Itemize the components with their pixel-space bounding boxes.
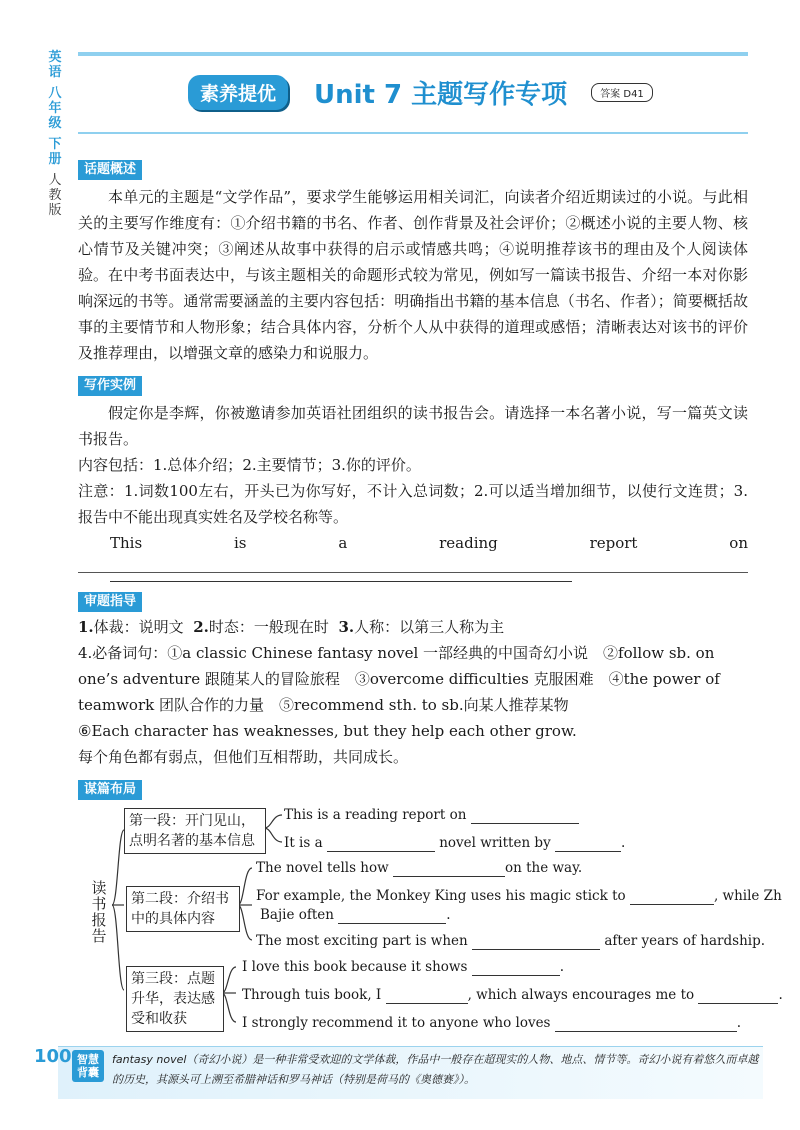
branch-3c: [222, 993, 236, 1022]
footer-note: fantasy novel（奇幻小说）是一种非常受欢迎的文学体裁，作品中一般存在超现实的人物、地点、情节等。奇幻小说有着悠久而卓越的历史，其源头可上溯至希腊神话和罗马神话（特别是荷马的《奥德赛》）。: [112, 1053, 759, 1086]
para1-line-1-text: This is a reading report on: [284, 807, 467, 823]
blank-plot[interactable]: [393, 862, 505, 877]
branch-1a: [264, 815, 282, 828]
para2-line-2: [256, 887, 782, 905]
guide-tense: 时态：一般现在时: [208, 618, 329, 636]
guide-line-2: 4.必备词句：①a classic Chinese fantasy novel 一部经典的中国奇幻小说 ②follow sb. on one’s adventure 跟随某人的冒险旅程 ③overcome difficulties 克服困难 ④the power of teamwork 团队合作的力量 ⑤recommend sth. to sb.向某人推荐某物: [78, 644, 720, 714]
example-content: 内容包括：1.总体介绍；2.主要情节；3.你的评价。: [78, 456, 421, 474]
side-grade: 八年级: [48, 86, 62, 131]
mindmap-root: 读书报告: [91, 879, 107, 945]
branch-3a: [222, 967, 236, 993]
para2-line-1b: on the way.: [504, 860, 583, 876]
para1-line-1: [284, 806, 579, 824]
para3-line-1: I love this book because it shows .: [242, 959, 565, 975]
connector-3: [112, 905, 124, 990]
section-badge: 素养提优: [188, 75, 288, 110]
side-edition: 人教版: [48, 173, 62, 218]
guide-num-1: 1.: [78, 618, 94, 636]
connector-1: [112, 830, 124, 905]
blank-author[interactable]: [555, 837, 621, 852]
overview-label: 话题概述: [78, 160, 142, 180]
para2-line-3: [256, 932, 765, 950]
layout-label: 谋篇布局: [78, 780, 142, 800]
para2-line-3b: after years of hardship.: [604, 933, 766, 949]
guide-num-2: 2.: [193, 618, 209, 636]
guide-genre: 体裁：说明文: [93, 618, 184, 636]
side-subject: 英语: [48, 50, 62, 80]
para1-line-2: It is a novel written by .: [284, 835, 626, 851]
para2-line-1a: The novel tells how: [256, 860, 389, 876]
guide-person: 人称：以第三人称为主: [354, 618, 505, 636]
overview-paragraph-2: 在中考书面表达中，与该主题相关的命题形式较为常见，例如写一篇读书报告、介绍一本对你影响深远的书等。通常需要涵盖的主要内容包括：明确指出书籍的基本信息（书名、作者）；简要概括故事的主要情节和人物形象；结合具体内容，分析个人从中获得的道理或感悟；清晰表达对该书的评价及推荐理由，以增强文章的感染力和说服力。: [78, 266, 748, 362]
branch-2a: [238, 868, 252, 905]
example-start-text: This is a reading report on: [110, 534, 748, 552]
para3-line-2b: , which always encourages me to: [467, 987, 695, 1003]
para3-line-3-text: I strongly recommend it to anyone who loves: [242, 1015, 551, 1031]
para1-line-2a: It is a: [284, 835, 323, 851]
blank-encourages[interactable]: [698, 989, 778, 1004]
blank-magic-stick[interactable]: [630, 890, 714, 905]
blank-loves[interactable]: [555, 1017, 737, 1032]
example-label: 写作实例: [78, 376, 142, 396]
smart-bag-tag: 智慧背囊: [72, 1050, 104, 1082]
branch-1b: [264, 828, 282, 842]
example-notes: 注意：1.词数100左右，开头已为你写好，不计入总词数；2.可以适当增加细节，以使行文连贯；3.报告中不能出现真实姓名及学校名称等。: [78, 482, 748, 526]
para2-line-1: [256, 859, 582, 877]
para3-line-2a: Through tuis book, I: [242, 987, 382, 1003]
para2-line-2-cont: Bajie often .: [260, 907, 451, 923]
guide-num-3: 3.: [338, 618, 355, 636]
paragraph-1-box: 第一段：开门见山，点明名著的基本信息: [124, 808, 266, 854]
side-volume: 下册: [48, 137, 62, 167]
para2-line-2b: , while Zh: [713, 888, 782, 904]
paragraph-3-box: 第三段：点题升华，表达感受和收获: [126, 966, 224, 1032]
para3-line-1-text: I love this book because it shows: [242, 959, 468, 975]
para3-line-2: Through tuis book, I , which always encourages me to .: [242, 987, 783, 1003]
blank-learned[interactable]: [386, 989, 468, 1004]
page-number: 100: [34, 1046, 72, 1067]
para2-line-2a: For example, the Monkey King uses his magic stick to: [256, 888, 626, 904]
para1-line-2b: novel written by: [439, 835, 551, 851]
blank-book-title[interactable]: [471, 809, 579, 824]
guide-line-3: ⑥Each character has weaknesses, but they help each other grow.: [78, 722, 577, 740]
blank-exciting-part[interactable]: [472, 935, 600, 950]
branch-2c: [238, 905, 252, 940]
page-title: Unit 7 主题写作专项: [314, 79, 568, 110]
example-prompt: 假定你是李辉，你被邀请参加英语社团组织的读书报告会。请选择一本名著小说，写一篇英文读书报告。: [78, 404, 748, 448]
guide-label: 审题指导: [78, 592, 142, 612]
overview-paragraph-1: 本单元的主题是“文学作品”，要求学生能够运用相关词汇，向读者介绍近期读过的小说。与此相关的主要写作维度有：①介绍书籍的书名、作者、创作背景及社会评价；②概述小说的主要人物、核心情节及关键冲突；③阐述从故事中获得的启示或情感共鸣；④说明推荐该书的理由及个人阅读体验。: [78, 188, 748, 284]
blank-shows[interactable]: [472, 961, 560, 976]
guide-line-4: 每个角色都有弱点，但他们互相帮助，共同成长。: [78, 748, 409, 766]
para3-line-3: I strongly recommend it to anyone who loves .: [242, 1015, 742, 1031]
blank-bajie[interactable]: [338, 909, 446, 924]
answer-tag: 答案 D41: [591, 83, 653, 102]
para2-line-3a: The most exciting part is when: [256, 933, 468, 949]
para2-line-2c: Bajie often: [260, 907, 334, 923]
blank-genre[interactable]: [327, 837, 435, 852]
paragraph-2-box: 第二段：介绍书中的具体内容: [126, 886, 240, 932]
